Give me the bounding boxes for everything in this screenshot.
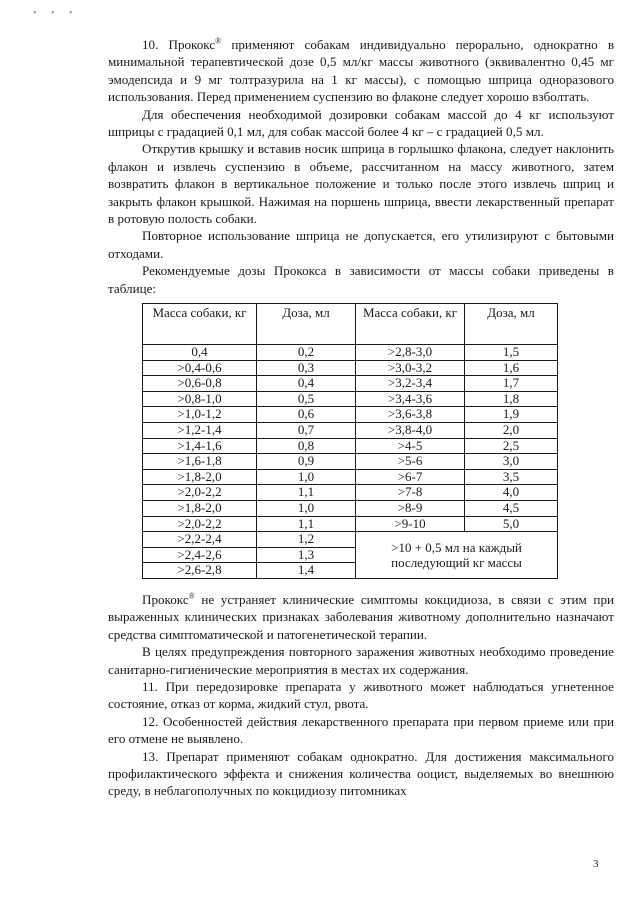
- dose-cell: 3,5: [465, 469, 558, 485]
- mass-cell: >0,8-1,0: [143, 391, 257, 407]
- mass-cell: >0,4-0,6: [143, 360, 257, 376]
- mass-cell: >1,0-1,2: [143, 407, 257, 423]
- dose-table-body: [143, 345, 558, 579]
- dose-cell: 3,0: [465, 454, 558, 470]
- table-row: [143, 391, 558, 407]
- dose-cell: 1,3: [257, 547, 356, 563]
- paragraph-unscrew: Открутив крышку и вставив носик шприца в горлышко флакона, следует наклонить флакон и извлечь суспензию в объеме, рассчитанном на массу животного, затем возвратить флакон в вертикальное положение и только после этого извлечь шприц и закрыть флакон крышкой. Нажимая на поршень шприца, ввести лекарственный препарат в ротовую полость собаки.: [108, 141, 614, 227]
- dose-cell: 1,0: [257, 469, 356, 485]
- table-row: [143, 438, 558, 454]
- scan-marks: • • •: [33, 8, 79, 19]
- registered-mark: ®: [188, 591, 195, 601]
- paragraph-no-elimination: Прококс® не устраняет клинические симптомы кокцидиоза, в связи с этим при выраженных клинических признаках заболевания животному дополнительно назначают средства симптоматической и патогенетической терапии.: [108, 591, 614, 642]
- mass-cell: >1,2-1,4: [143, 423, 257, 439]
- dose-cell: 1,8: [465, 391, 558, 407]
- mass-cell: >3,2-3,4: [356, 376, 465, 392]
- mass-cell: >3,0-3,2: [356, 360, 465, 376]
- dose-cell: 4,0: [465, 485, 558, 501]
- table-row: [143, 376, 558, 392]
- document-body: [108, 36, 614, 800]
- mass-cell: >5-6: [356, 454, 465, 470]
- table-row: [143, 501, 558, 517]
- mass-cell: >2,0-2,2: [143, 485, 257, 501]
- table-row: [143, 516, 558, 532]
- mass-cell: >7-8: [356, 485, 465, 501]
- table-row: [143, 407, 558, 423]
- mass-cell: 0,4: [143, 345, 257, 361]
- table-note-cell: >10 + 0,5 мл на каждый последующий кг массы: [356, 532, 558, 579]
- dose-cell: 0,6: [257, 407, 356, 423]
- paragraph-reuse: Повторное использование шприца не допускается, его утилизируют с бытовыми отходами.: [108, 228, 614, 261]
- mass-cell: >0,6-0,8: [143, 376, 257, 392]
- mass-cell: >3,6-3,8: [356, 407, 465, 423]
- dose-cell: 1,1: [257, 485, 356, 501]
- paragraph-10: 10. Прококс® применяют собакам индивидуально перорально, однократно в минимальной терапевтической дозе 0,5 мл/кг массы животного (эквивалентно 0,45 мг эмодепсида и 9 мг толтразурила на 1 кг массы), с помощью шприца одноразового использования. Перед применением суспензию во флаконе следует хорошо взболтать.: [108, 36, 615, 105]
- dose-cell: 5,0: [465, 516, 558, 532]
- dose-cell: 2,5: [465, 438, 558, 454]
- table-row: [143, 469, 558, 485]
- mass-cell: >2,0-2,2: [143, 516, 257, 532]
- paragraph-prevention: В целях предупреждения повторного заражения животных необходимо проведение санитарно-гигиенические мероприятия в местах их содержания.: [108, 644, 614, 677]
- table-row: [143, 485, 558, 501]
- mass-cell: >1,4-1,6: [143, 438, 257, 454]
- paragraph-12: 12. Особенностей действия лекарственного препарата при первом приеме или при его отмене не выявлено.: [108, 713, 614, 747]
- paragraph-table-intro: Рекомендуемые дозы Прококса в зависимости от массы собаки приведены в таблице:: [108, 263, 614, 296]
- dose-cell: 0,2: [257, 345, 356, 361]
- table-row: [143, 454, 558, 470]
- dose-cell: 0,3: [257, 360, 356, 376]
- mass-cell: >8-9: [356, 501, 465, 517]
- dose-cell: 0,9: [257, 454, 356, 470]
- mass-cell: >3,4-3,6: [356, 391, 465, 407]
- mass-cell: >6-7: [356, 469, 465, 485]
- mass-cell: >1,8-2,0: [143, 501, 257, 517]
- table-row: [143, 423, 558, 439]
- mass-cell: >2,4-2,6: [143, 547, 257, 563]
- mass-cell: >2,6-2,8: [143, 563, 257, 579]
- dose-cell: 1,4: [257, 563, 356, 579]
- table-header-row: [143, 304, 558, 345]
- dose-cell: 0,4: [257, 376, 356, 392]
- table-row: [143, 345, 558, 361]
- dose-cell: 1,7: [465, 376, 558, 392]
- dose-cell: 4,5: [465, 501, 558, 517]
- mass-cell: >1,6-1,8: [143, 454, 257, 470]
- mass-cell: >2,2-2,4: [143, 532, 257, 548]
- dose-cell: 1,5: [465, 345, 558, 361]
- dose-cell: 0,7: [257, 423, 356, 439]
- dose-cell: 0,8: [257, 438, 356, 454]
- header-mass-left: Масса собаки, кг: [143, 304, 257, 345]
- mass-cell: >1,8-2,0: [143, 469, 257, 485]
- dose-table: [142, 303, 558, 579]
- dose-cell: 1,9: [465, 407, 558, 423]
- mass-cell: >9-10: [356, 516, 465, 532]
- dose-cell: 1,6: [465, 360, 558, 376]
- paragraph-11: 11. При передозировке препарата у животного может наблюдаться угнетенное состояние, отказ от корма, жидкий стул, рвота.: [108, 679, 614, 712]
- header-dose-left: Доза, мл: [257, 304, 356, 345]
- paragraph-13: 13. Препарат применяют собакам однократно. Для достижения максимального профилактического эффекта и снижения количества ооцист, выделяемых во внешнюю среду, в неблагополучных по кокцидиозу питомниках: [108, 748, 614, 799]
- mass-cell: >3,8-4,0: [356, 423, 465, 439]
- table-row: [143, 532, 558, 548]
- header-mass-right: Масса собаки, кг: [356, 304, 465, 345]
- dose-cell: 2,0: [465, 423, 558, 439]
- page-number: 3: [593, 858, 599, 870]
- registered-mark: ®: [215, 36, 222, 46]
- mass-cell: >2,8-3,0: [356, 345, 465, 361]
- dose-cell: 1,2: [257, 532, 356, 548]
- mass-cell: >4-5: [356, 438, 465, 454]
- header-dose-right: Доза, мл: [465, 304, 558, 345]
- dose-cell: 1,1: [257, 516, 356, 532]
- dose-cell: 0,5: [257, 391, 356, 407]
- dose-cell: 1,0: [257, 501, 356, 517]
- table-row: [143, 360, 558, 376]
- paragraph-dosing: Для обеспечения необходимой дозировки собакам массой до 4 кг используют шприцы с градацией 0,1 мл, для собак массой более 4 кг – с градацией 0,5 мл.: [108, 106, 614, 140]
